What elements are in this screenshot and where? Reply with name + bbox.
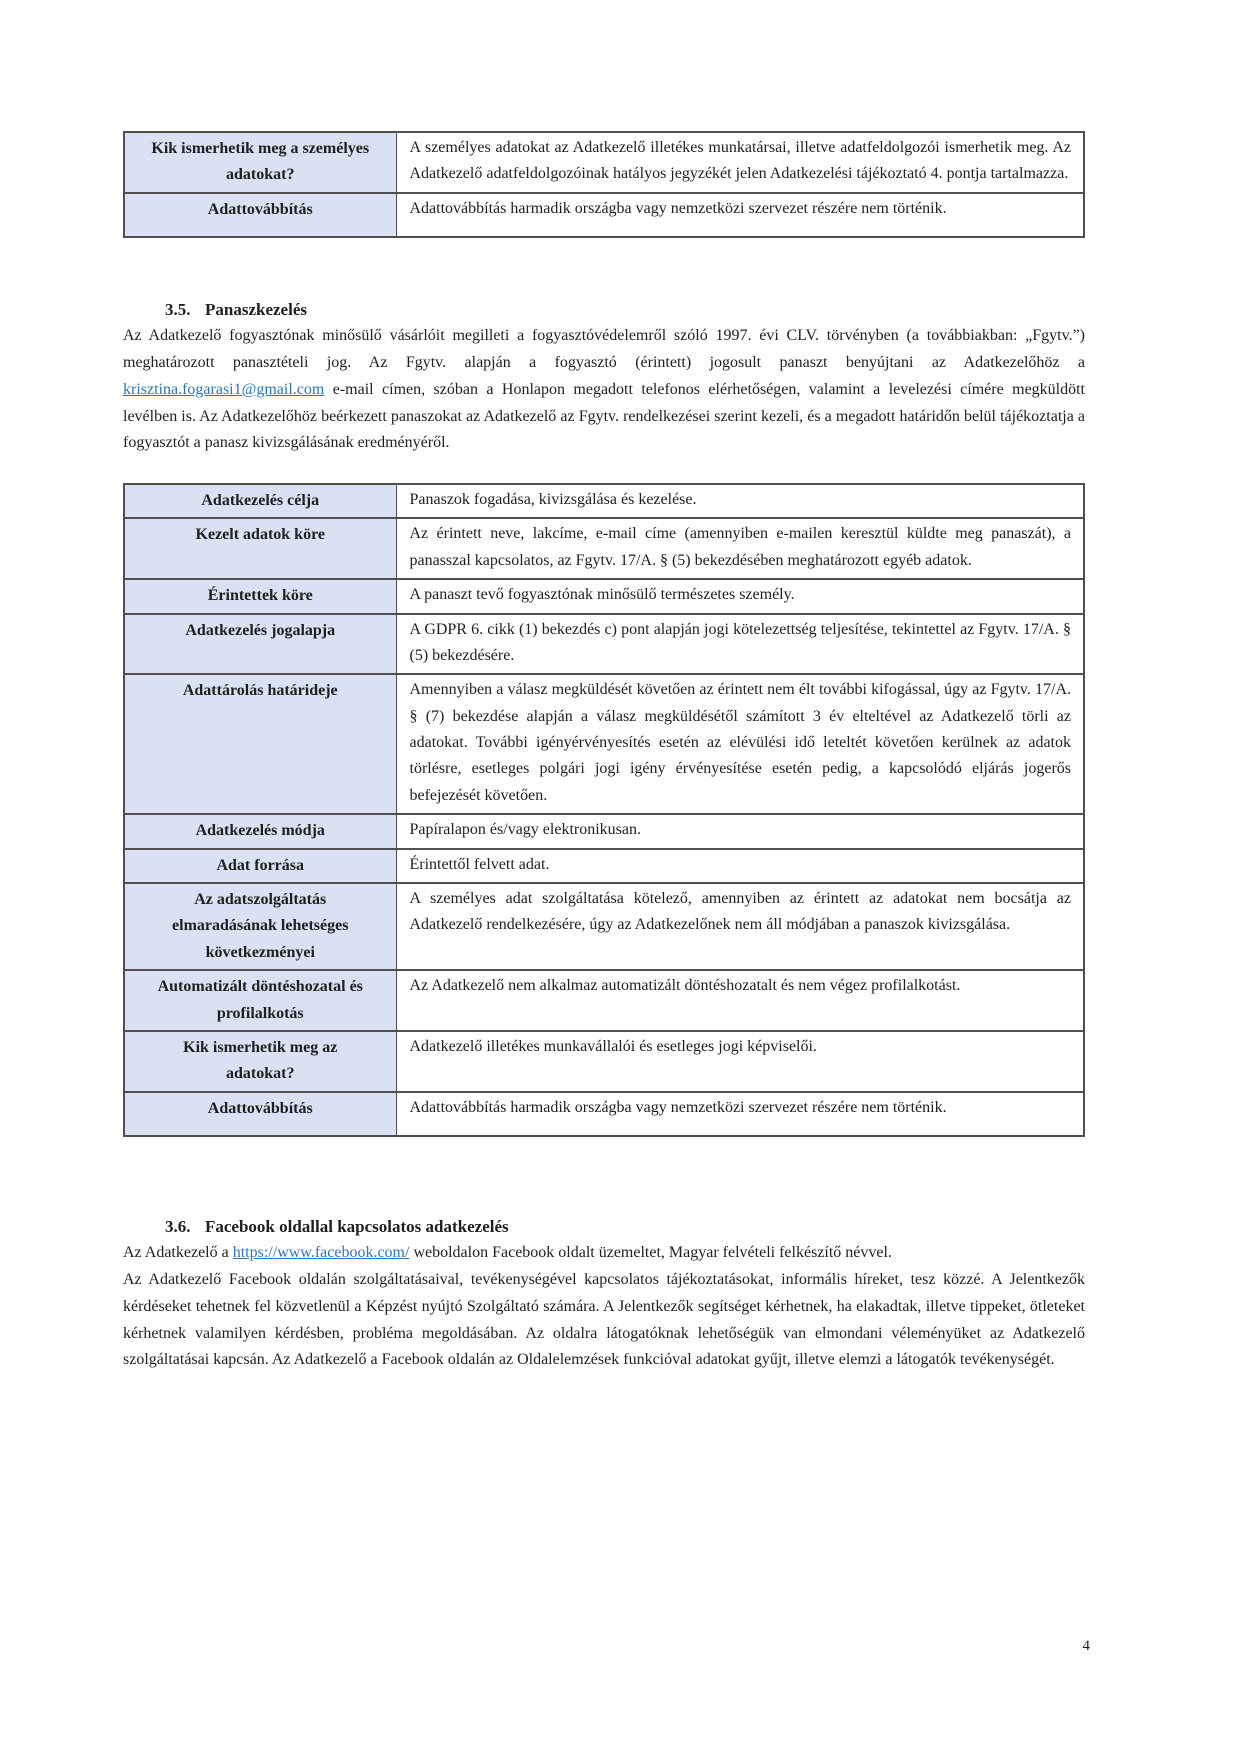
row-value-who-can-know: Adatkezelő illetékes munkavállalói és esetleges jogi képviselői. — [396, 1031, 1084, 1092]
section-heading-3-6 — [123, 1213, 1085, 1240]
paragraph-facebook-activity: Az Adatkezelő Facebook oldalán szolgáltatásaival, tevékenységével kapcsolatos tájékoztatásokat, informális híreket, tesz közzé. A Jelentkezők kérdéseket tehetnek fel közvetlenül a Képzést nyújtó Szolgáltató számára. A Jelentkezők segítséget kérhetnek, ha elakadtak, illetve tippeket, ötleteket kérhetnek valamilyen kérdésben, probléma megoldásában. Az oldalra látogatóknak lehetőségük van elmondani véleményüket az Adatkezelő szolgáltatásai kapcsán. Az Adatkezelő a Facebook oldalán az Oldalelemzések funkcióval adatokat gyűjt, illetve elemzi a látogatók tevékenységét. — [123, 1271, 1085, 1369]
facebook-url-link[interactable]: https://www.facebook.com/ — [232, 1244, 410, 1262]
row-label-storage-deadline: Adattárolás határideje — [124, 674, 396, 814]
paragraph-text-after-link: weboldalon Facebook oldalt üzemeltet, Magyar felvételi felkészítő névvel. — [409, 1244, 892, 1262]
section-number: 3.5. — [165, 300, 191, 320]
row-label-data-subjects: Érintettek köre — [124, 579, 396, 613]
row-value-data-source: Érintettől felvett adat. — [396, 849, 1084, 883]
row-value-automated-decisions: Az Adatkezelő nem alkalmaz automatizált döntéshozatalt és nem végez profilalkotást. — [396, 970, 1084, 1031]
table-row — [124, 579, 1084, 613]
row-label-data-transfer: Adattovábbítás — [124, 1092, 396, 1136]
table-row — [124, 518, 1084, 579]
paragraph-facebook-page — [123, 1240, 1085, 1267]
table-row — [124, 1031, 1084, 1092]
row-label-who-can-know: Kik ismerhetik meg az adatokat? — [124, 1031, 396, 1092]
paragraph-text-after-link: e-mail címen, szóban a Honlapon megadott telefonos elérhetőségen, valamint a levelezési címére megküldött levélben is. Az Adatkezelőhöz beérkezett panaszokat az Adatkezelő az Fgytv. rendelkezései szerint kezeli, és a megadott határidőn belül tájékoztatja a fogyasztót a panasz kivizsgálásának eredményéről. — [123, 380, 1085, 452]
row-value-legal-basis: A GDPR 6. cikk (1) bekezdés c) pont alapján jogi kötelezettség teljesítése, tekintettel az Fgytv. 17/A. § (5) bekezdésére. — [396, 614, 1084, 675]
paragraph-complaint-handling — [123, 323, 1085, 457]
data-processing-table-top — [123, 131, 1085, 238]
row-label-legal-basis: Adatkezelés jogalapja — [124, 614, 396, 675]
complaint-processing-table — [123, 483, 1085, 1137]
table-row — [124, 132, 1084, 193]
row-label-who-can-know: Kik ismerhetik meg a személyes adatokat? — [124, 132, 396, 193]
table-row — [124, 814, 1084, 848]
paragraph-text-before-link: Az Adatkezelő a — [123, 1244, 233, 1262]
row-label-data-source: Adat forrása — [124, 849, 396, 883]
table-row — [124, 614, 1084, 675]
table-row — [124, 193, 1084, 237]
paragraph-text-before-link: Az Adatkezelő fogyasztónak minősülő vásárlóit megilleti a fogyasztóvédelemről szóló 1997. évi CLV. törvényben (a továbbiakban: „Fgytv.”) meghatározott panasztételi jog. Az Fgytv. alapján a fogyasztó (érintett) jogosult panaszt benyújtani az Adatkezelőhöz a — [123, 327, 1085, 372]
section-title: Panaszkezelés — [205, 300, 307, 320]
table-row — [124, 883, 1084, 970]
row-value-who-can-know: A személyes adatokat az Adatkezelő illetékes munkatársai, illetve adatfeldolgozói ismerhetik meg. Az Adatkezelő adatfeldolgozóinak hatályos jegyzékét jelen Adatkezelési tájékoztató 4. pontja tartalmazza. — [396, 132, 1084, 193]
row-value-data-scope: Az érintett neve, lakcíme, e-mail címe (amennyiben e-mailen keresztül küldte meg panaszát), a panasszal kapcsolatos, az Fgytv. 17/A. § (5) bekezdésében meghatározott egyéb adatok. — [396, 518, 1084, 579]
table-row — [124, 674, 1084, 814]
section-title: Facebook oldallal kapcsolatos adatkezelés — [205, 1217, 509, 1237]
page-number: 4 — [1082, 1638, 1090, 1654]
section-heading-3-5 — [123, 296, 1085, 323]
row-label-automated-decisions: Automatizált döntéshozatal és profilalkotás — [124, 970, 396, 1031]
row-value-purpose: Panaszok fogadása, kivizsgálása és kezelése. — [396, 484, 1084, 518]
table-row — [124, 484, 1084, 518]
row-label-data-scope: Kezelt adatok köre — [124, 518, 396, 579]
row-label-failure-consequences: Az adatszolgáltatás elmaradásának lehetséges következményei — [124, 883, 396, 970]
row-value-failure-consequences: A személyes adat szolgáltatása kötelező, amennyiben az érintett az adatokat nem bocsátja az Adatkezelő rendelkezésére, úgy az Adatkezelőnek nem áll módjában a panaszok kivizsgálása. — [396, 883, 1084, 970]
section-number: 3.6. — [165, 1217, 191, 1237]
row-value-data-transfer: Adattovábbítás harmadik országba vagy nemzetközi szervezet részére nem történik. — [396, 1092, 1084, 1136]
row-label-purpose: Adatkezelés célja — [124, 484, 396, 518]
row-value-data-transfer: Adattovábbítás harmadik országba vagy nemzetközi szervezet részére nem történik. — [396, 193, 1084, 237]
row-value-data-subjects: A panaszt tevő fogyasztónak minősülő természetes személy. — [396, 579, 1084, 613]
table-row — [124, 970, 1084, 1031]
row-value-processing-method: Papíralapon és/vagy elektronikusan. — [396, 814, 1084, 848]
row-value-storage-deadline: Amennyiben a válasz megküldését követően az érintett nem élt további kifogással, úgy az Fgytv. 17/A. § (7) bekezdése alapján a válasz megküldésétől számított 3 év elteltével az Adatkezelő törli az adatokat. További igényérvényesítés esetén az elévülési idő leteltét követően kerülnek az adatok törlésre, esetleges polgári jogi igény érvényesítése esetén pedig, a kapcsolódó eljárás jogerős befejezését követően. — [396, 674, 1084, 814]
row-label-processing-method: Adatkezelés módja — [124, 814, 396, 848]
row-label-data-transfer: Adattovábbítás — [124, 193, 396, 237]
table-row — [124, 1092, 1084, 1136]
table-row — [124, 849, 1084, 883]
document-content — [123, 131, 1085, 1374]
email-link[interactable]: krisztina.fogarasi1@gmail.com — [123, 380, 325, 398]
